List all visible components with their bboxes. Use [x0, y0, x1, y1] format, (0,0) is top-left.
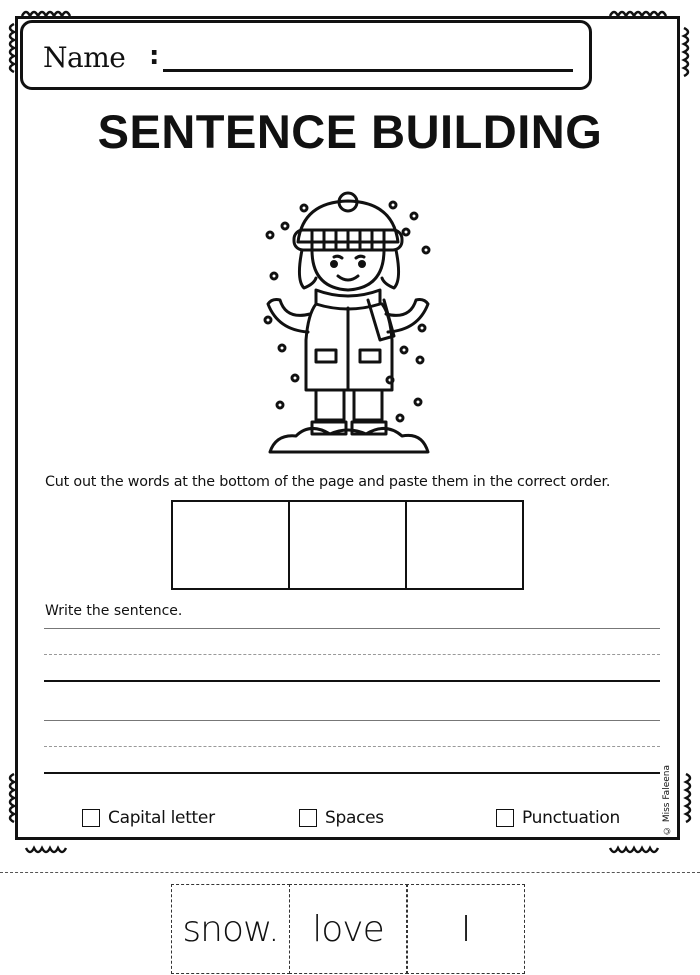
check-punctuation[interactable]	[496, 808, 620, 828]
paste-boxes	[171, 500, 524, 590]
paste-box-1[interactable]	[171, 500, 290, 590]
check-spaces[interactable]	[299, 808, 384, 828]
paste-box-2[interactable]	[288, 500, 407, 590]
cut-paste-instruction: Cut out the words at the bottom of the page and paste them in the correct order.	[45, 474, 611, 490]
name-colon: :	[149, 41, 160, 71]
writing-mid-line	[44, 654, 660, 655]
checkbox[interactable]	[299, 809, 317, 827]
cut-word-card[interactable]: snow.	[171, 884, 290, 974]
cut-out-words	[171, 884, 525, 974]
copyright-text: © Miss Faleena	[662, 765, 672, 836]
winter-child-icon	[260, 190, 440, 460]
cut-line	[0, 872, 700, 873]
corner-squiggle-bottom-left-icon	[4, 770, 94, 856]
check-capital-letter[interactable]	[82, 808, 215, 828]
cut-word-card[interactable]: love	[289, 884, 408, 974]
check-label: Capital letter	[108, 808, 215, 828]
check-label: Spaces	[325, 808, 384, 828]
write-sentence-label: Write the sentence.	[45, 603, 183, 619]
cut-word-card[interactable]: I	[406, 884, 525, 974]
name-label: Name	[43, 41, 126, 74]
paste-box-3[interactable]	[405, 500, 524, 590]
checkbox[interactable]	[82, 809, 100, 827]
check-label: Punctuation	[522, 808, 620, 828]
writing-top-line	[44, 628, 660, 629]
writing-base-line[interactable]	[44, 772, 660, 774]
writing-top-line	[44, 720, 660, 721]
writing-base-line[interactable]	[44, 680, 660, 682]
checkbox[interactable]	[496, 809, 514, 827]
name-box	[20, 20, 592, 90]
name-write-line[interactable]	[163, 69, 573, 72]
writing-mid-line	[44, 746, 660, 747]
corner-squiggle-top-right-icon	[606, 6, 696, 96]
page-title: SENTENCE BUILDING	[97, 105, 603, 158]
